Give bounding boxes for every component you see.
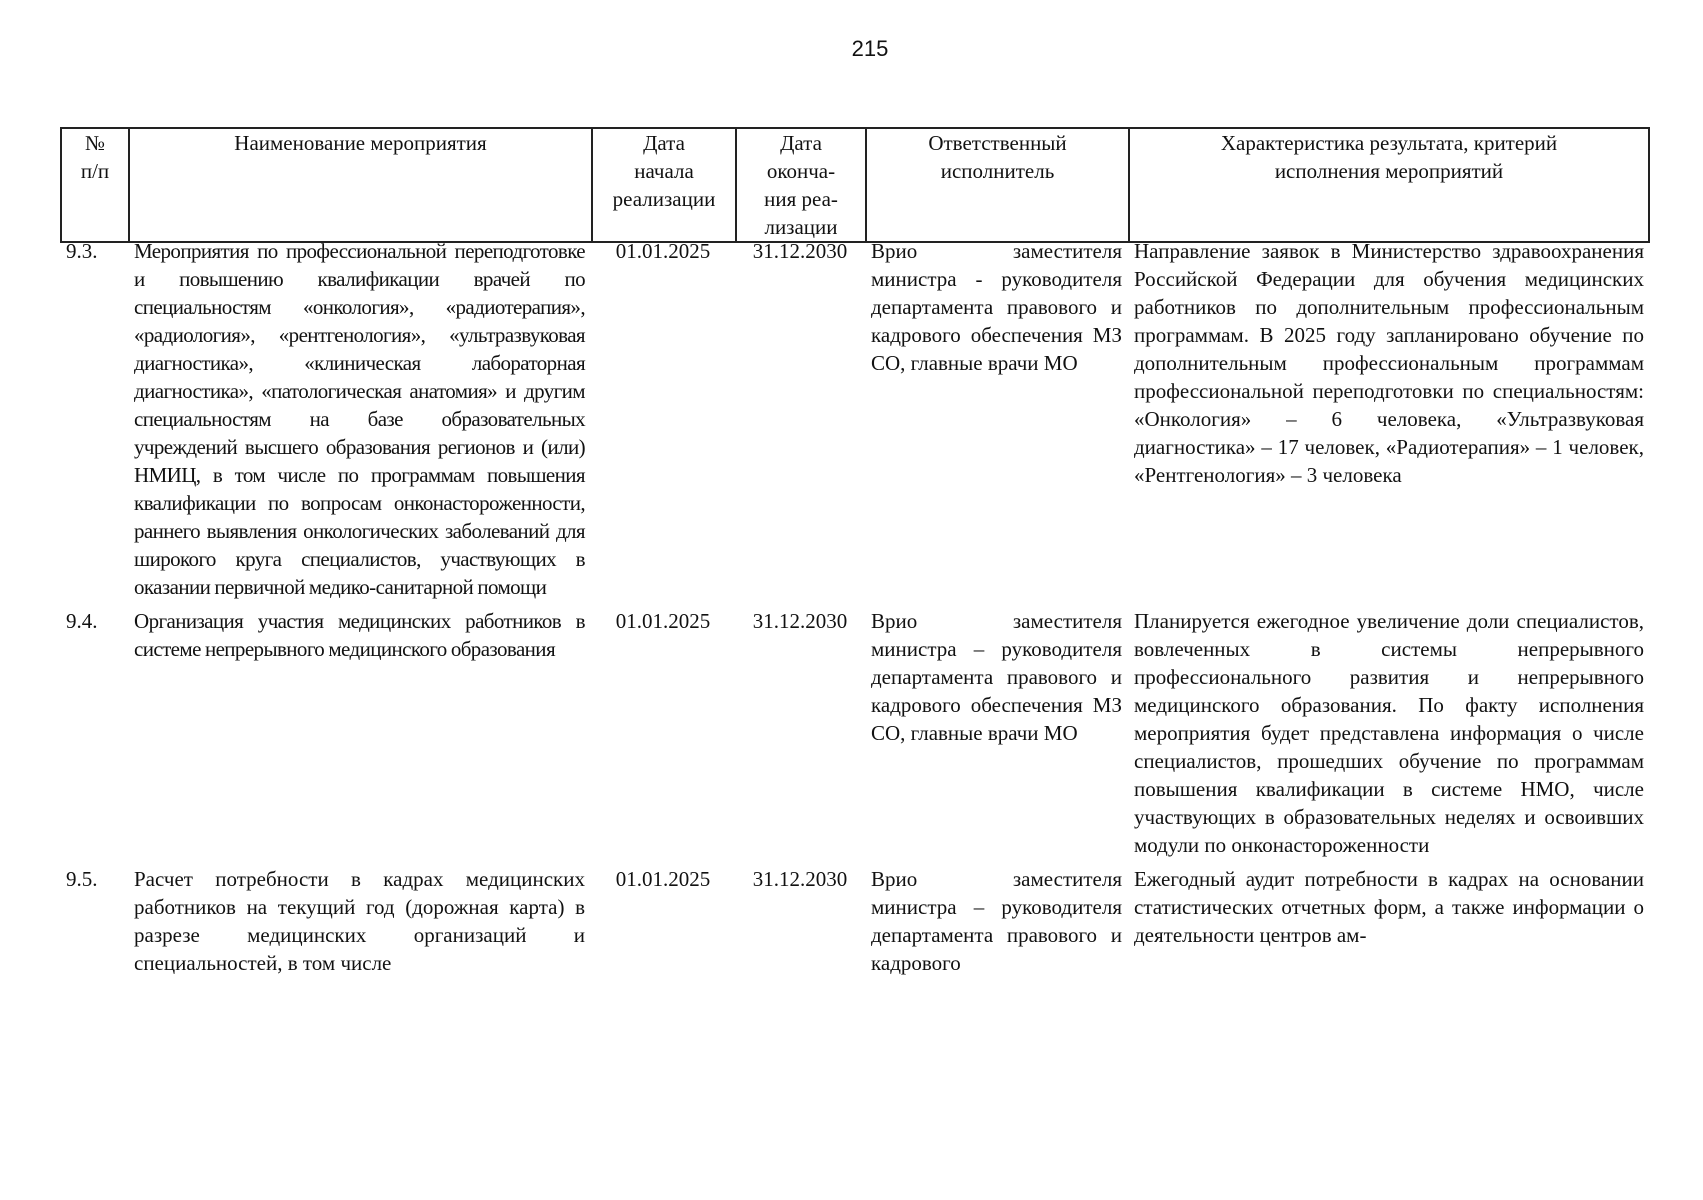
page-number: 215 — [851, 36, 889, 61]
table-row — [60, 237, 1650, 607]
end-date: 31.12.2030 — [752, 239, 848, 263]
responsible-executor: Врио заместителя министра – руководителя департамента правового и кадрового — [871, 867, 1122, 975]
result-description: Направление заявок в Министерство здравоохранения Российской Федерации для обучения медицинских работников по дополнительным профессиональным программам. В 2025 году запланировано обучение по дополнительным профессиональным программам профессиональной переподготовки по специальностям: «Онкология» – 6 человека, «Ультразвуковая диагностика» – 17 человек, «Радиотерапия» – 1 человек, «Рентгенология» – 3 человека — [1134, 239, 1644, 487]
row-number: 9.5. — [66, 867, 98, 891]
row-number: 9.4. — [66, 609, 98, 633]
event-name: Мероприятия по профессиональной переподготовке и повышению квалификации врачей по специальностям «онкология», «радиотерапия», «радиология», «рентгенология», «ультразвуковая диагностика», «клиническая лабораторная диагностика», «патологическая анатомия» и другим специальностям на базе образовательных учреждений высшего образования регионов и (или) НМИЦ, в том числе по программам повышения квалификации по вопросам онконастороженности, раннего выявления онкологических заболеваний для широкого круга специалистов, участвующих в оказании первичной медико-санитарной помощи — [134, 239, 585, 599]
header-responsible: Ответственный исполнитель — [866, 128, 1129, 242]
start-date: 01.01.2025 — [615, 239, 711, 263]
header-result: Характеристика результата, критерий исполнения мероприятий — [1129, 128, 1649, 242]
header-number: № п/п — [61, 128, 129, 242]
table-row — [60, 607, 1650, 865]
result-description: Планируется ежегодное увеличение доли специалистов, вовлеченных в системы непрерывного профессионального развития и непрерывного медицинского образования. По факту исполнения мероприятия будет представлена информация о числе специалистов, прошедших обучение по программам повышения квалификации в системе НМО, числе участвующих в образовательных неделях и освоивших модули по онконастороженности — [1134, 609, 1644, 857]
table-row — [60, 865, 1650, 977]
start-date: 01.01.2025 — [615, 609, 711, 633]
responsible-executor: Врио заместителя министра - руководителя департамента правового и кадрового обеспечения МЗ СО, главные врачи МО — [871, 239, 1122, 375]
result-description: Ежегодный аудит потребности в кадрах на основании статистических отчетных форм, а также информации о деятельности центров ам- — [1134, 867, 1644, 947]
header-start-date: Дата начала реализации — [592, 128, 736, 242]
responsible-executor: Врио заместителя министра – руководителя департамента правового и кадрового обеспечения МЗ СО, главные врачи МО — [871, 609, 1122, 745]
header-end-date: Дата оконча- ния реа- лизации — [736, 128, 866, 242]
end-date: 31.12.2030 — [752, 609, 848, 633]
row-number: 9.3. — [66, 239, 98, 263]
event-name: Расчет потребности в кадрах медицинских работников на текущий год (дорожная карта) в разрезе медицинских организаций и специальностей, в том числе — [134, 867, 585, 975]
end-date: 31.12.2030 — [752, 867, 848, 891]
table-body — [60, 237, 1650, 977]
event-name: Организация участия медицинских работников в системе непрерывного медицинского образования — [134, 609, 585, 661]
table-header — [60, 127, 1650, 243]
start-date: 01.01.2025 — [615, 867, 711, 891]
header-event-name: Наименование мероприятия — [129, 128, 592, 242]
